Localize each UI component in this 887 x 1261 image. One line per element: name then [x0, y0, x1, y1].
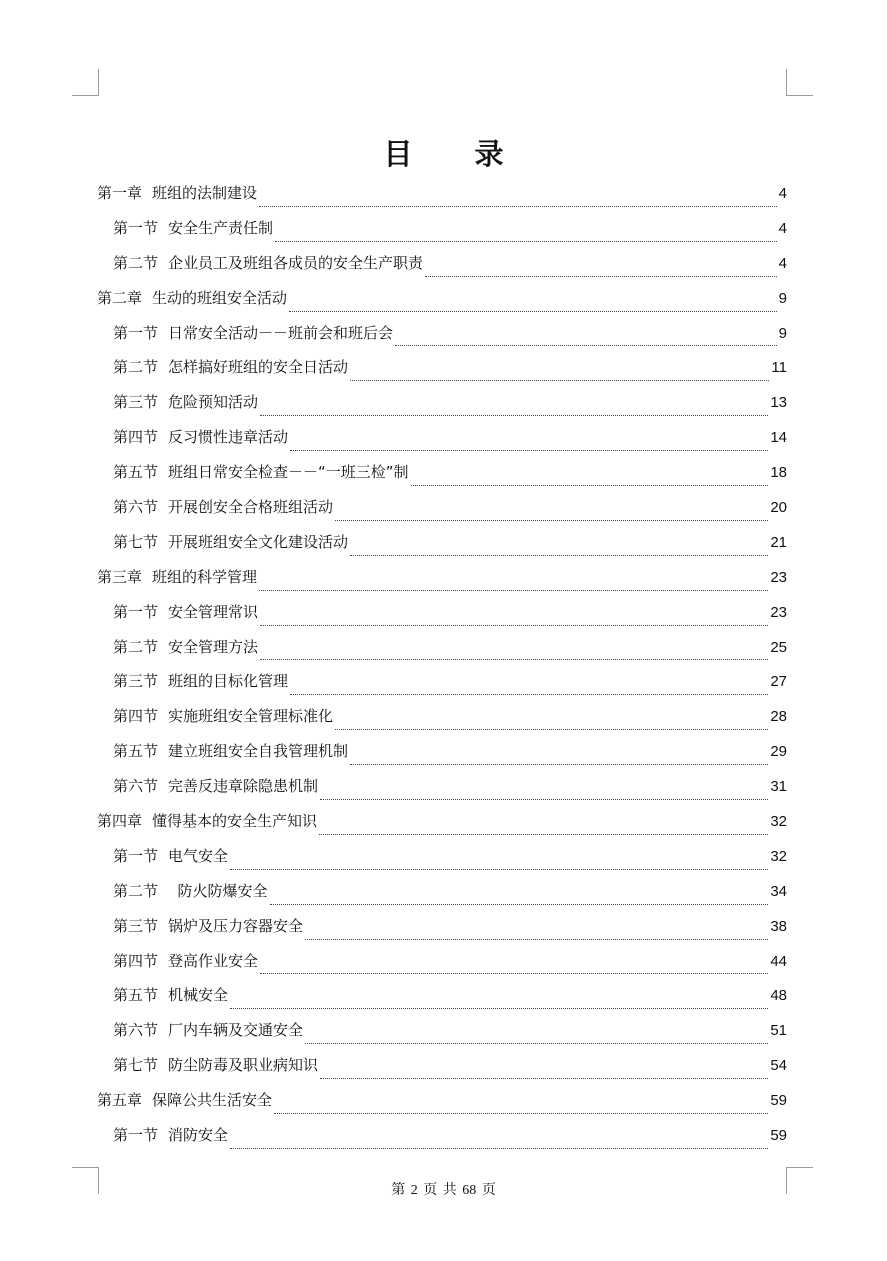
toc-chapter-entry[interactable] — [97, 804, 787, 839]
toc-entry-title: 安全管理常识 — [168, 602, 259, 621]
toc-dot-leader — [270, 903, 769, 905]
toc-entry-number: 第五节 — [113, 742, 159, 761]
toc-section-entry[interactable] — [97, 490, 787, 525]
toc-page-number: 59 — [770, 1127, 787, 1145]
toc-entry-title: 开展班组安全文化建设活动 — [168, 532, 349, 551]
toc-entry-title: 锅炉及压力容器安全 — [168, 916, 304, 935]
toc-page-number: 59 — [770, 1092, 787, 1110]
toc-section-entry[interactable] — [97, 909, 787, 944]
toc-page-number: 48 — [770, 987, 787, 1005]
toc-dot-leader — [259, 205, 777, 207]
toc-entry-number: 第一节 — [113, 218, 159, 237]
toc-dot-leader — [411, 484, 769, 486]
toc-section-entry[interactable] — [97, 595, 787, 630]
toc-entry-number: 第二章 — [97, 288, 143, 307]
page-footer: 第 2 页 共 68 页 — [391, 1183, 496, 1198]
toc-entry-number: 第五章 — [97, 1091, 143, 1110]
toc-entry-title: 安全生产责任制 — [168, 218, 274, 237]
toc-page-number: 51 — [770, 1022, 787, 1040]
toc-entry-number: 第一节 — [113, 602, 159, 621]
crop-mark-top-left — [72, 69, 99, 96]
toc-chapter-entry[interactable] — [97, 560, 787, 595]
toc-chapter-entry[interactable] — [97, 281, 787, 316]
toc-page-number: 13 — [770, 394, 787, 412]
table-of-contents — [97, 176, 787, 1153]
toc-page-number: 11 — [771, 359, 787, 377]
toc-dot-leader — [260, 624, 768, 626]
toc-section-entry[interactable] — [97, 839, 787, 874]
toc-entry-title: 消防安全 — [168, 1126, 229, 1145]
toc-entry-number: 第五节 — [113, 463, 159, 482]
toc-chapter-entry[interactable] — [97, 176, 787, 211]
toc-entry-title: 登高作业安全 — [168, 951, 259, 970]
toc-entry-title: 建立班组安全自我管理机制 — [168, 742, 349, 761]
toc-dot-leader — [289, 310, 777, 312]
toc-entry-title: 保障公共生活安全 — [152, 1091, 273, 1110]
toc-section-entry[interactable] — [97, 385, 787, 420]
toc-page-number: 38 — [770, 917, 787, 935]
toc-dot-leader — [260, 658, 768, 660]
toc-dot-leader — [259, 589, 768, 591]
toc-dot-leader — [260, 414, 768, 416]
toc-section-entry[interactable] — [97, 664, 787, 699]
toc-entry-number: 第七节 — [113, 532, 159, 551]
toc-entry-title: 生动的班组安全活动 — [152, 288, 288, 307]
toc-entry-title: 班组日常安全检查－－“一班三检”制 — [168, 463, 409, 482]
toc-entry-title: 企业员工及班组各成员的安全生产职责 — [168, 253, 424, 272]
toc-entry-number: 第二节 — [113, 253, 159, 272]
toc-dot-leader — [274, 1112, 768, 1114]
toc-dot-leader — [395, 344, 777, 346]
toc-page-number: 4 — [778, 185, 787, 202]
toc-dot-leader — [350, 379, 769, 381]
toc-page-number: 54 — [770, 1057, 787, 1075]
toc-entry-number: 第七节 — [113, 1056, 159, 1075]
toc-page-number: 20 — [770, 499, 787, 517]
toc-entry-title: 班组的目标化管理 — [168, 672, 289, 691]
toc-page-number: 18 — [770, 464, 787, 482]
toc-section-entry[interactable] — [97, 944, 787, 979]
toc-page-number: 4 — [778, 254, 787, 272]
toc-entry-number: 第一节 — [113, 1126, 159, 1145]
toc-section-entry[interactable] — [97, 1048, 787, 1083]
toc-dot-leader — [290, 449, 768, 451]
toc-entry-title: 机械安全 — [168, 986, 229, 1005]
toc-entry-number: 第三节 — [113, 393, 159, 412]
toc-page-number: 31 — [770, 778, 787, 796]
toc-entry-title: 懂得基本的安全生产知识 — [152, 812, 318, 831]
toc-entry-title: 开展创安全合格班组活动 — [168, 498, 334, 517]
toc-entry-number: 第三节 — [113, 916, 159, 935]
toc-section-entry[interactable] — [97, 769, 787, 804]
toc-dot-leader — [275, 240, 777, 242]
toc-title: 目 录 — [383, 137, 530, 171]
toc-entry-title: 安全管理方法 — [168, 637, 259, 656]
toc-entry-number: 第一节 — [113, 846, 159, 865]
toc-entry-title: 防火防爆安全 — [168, 881, 268, 900]
toc-entry-number: 第五节 — [113, 986, 159, 1005]
toc-page-number: 9 — [778, 324, 787, 342]
toc-dot-leader — [260, 972, 768, 974]
toc-entry-number: 第二节 — [113, 881, 159, 900]
toc-page-number: 29 — [770, 743, 787, 761]
toc-page-number: 32 — [770, 813, 787, 831]
toc-entry-number: 第一节 — [113, 323, 159, 342]
toc-dot-leader — [230, 868, 768, 870]
toc-dot-leader — [230, 1007, 768, 1009]
toc-entry-number: 第三章 — [97, 567, 143, 586]
toc-page-number: 23 — [770, 568, 787, 586]
toc-dot-leader — [350, 763, 768, 765]
toc-entry-number: 第三节 — [113, 672, 159, 691]
toc-section-entry[interactable] — [97, 211, 787, 246]
toc-chapter-entry[interactable] — [97, 1083, 787, 1118]
toc-section-entry[interactable] — [97, 455, 787, 490]
toc-page-number: 28 — [770, 708, 787, 726]
toc-entry-number: 第六节 — [113, 1021, 159, 1040]
toc-dot-leader — [305, 1042, 768, 1044]
toc-section-entry[interactable] — [97, 1118, 787, 1153]
toc-section-entry[interactable] — [97, 246, 787, 281]
toc-entry-title: 日常安全活动－－班前会和班后会 — [168, 323, 394, 342]
toc-page-number: 27 — [770, 673, 787, 691]
toc-section-entry[interactable] — [97, 630, 787, 665]
toc-entry-number: 第四节 — [113, 707, 159, 726]
toc-entry-title: 班组的科学管理 — [152, 567, 258, 586]
toc-entry-title: 怎样搞好班组的安全日活动 — [168, 358, 349, 377]
toc-entry-number: 第六节 — [113, 498, 159, 517]
toc-entry-number: 第二节 — [113, 358, 159, 377]
toc-section-entry[interactable] — [97, 316, 787, 351]
toc-section-entry[interactable] — [97, 350, 787, 385]
toc-dot-leader — [320, 798, 768, 800]
toc-entry-title: 完善反违章除隐患机制 — [168, 777, 319, 796]
toc-entry-title: 防尘防毒及职业病知识 — [168, 1056, 319, 1075]
toc-page-number: 23 — [770, 603, 787, 621]
toc-page-number: 34 — [770, 882, 787, 900]
toc-section-entry[interactable] — [97, 699, 787, 734]
toc-entry-number: 第二节 — [113, 637, 159, 656]
toc-page-number: 32 — [770, 847, 787, 865]
toc-dot-leader — [305, 938, 768, 940]
toc-entry-number: 第四节 — [113, 428, 159, 447]
toc-section-entry[interactable] — [97, 978, 787, 1013]
toc-entry-number: 第六节 — [113, 777, 159, 796]
toc-entry-number: 第四章 — [97, 812, 143, 831]
toc-section-entry[interactable] — [97, 420, 787, 455]
toc-entry-number: 第一章 — [97, 184, 143, 202]
toc-entry-title: 电气安全 — [168, 846, 229, 865]
toc-page-number: 44 — [770, 952, 787, 970]
toc-entry-title: 班组的法制建设 — [152, 184, 258, 202]
toc-page-number: 4 — [778, 219, 787, 237]
toc-page-number: 14 — [770, 429, 787, 447]
toc-entry-title: 危险预知活动 — [168, 393, 259, 412]
toc-section-entry[interactable] — [97, 734, 787, 769]
toc-dot-leader — [320, 1077, 768, 1079]
toc-dot-leader — [350, 554, 768, 556]
toc-dot-leader — [335, 519, 768, 521]
toc-entry-title: 实施班组安全管理标准化 — [168, 707, 334, 726]
toc-section-entry[interactable] — [97, 874, 787, 909]
toc-page-number: 9 — [778, 289, 787, 307]
toc-dot-leader — [319, 833, 768, 835]
toc-page-number: 25 — [770, 638, 787, 656]
toc-page-number: 21 — [770, 533, 787, 551]
toc-section-entry[interactable] — [97, 1013, 787, 1048]
toc-dot-leader — [290, 693, 768, 695]
toc-section-entry[interactable] — [97, 525, 787, 560]
crop-mark-top-right — [786, 69, 813, 96]
toc-dot-leader — [230, 1147, 768, 1149]
toc-entry-title: 反习惯性违章活动 — [168, 428, 289, 447]
toc-dot-leader — [335, 728, 768, 730]
toc-entry-number: 第四节 — [113, 951, 159, 970]
toc-dot-leader — [425, 275, 777, 277]
toc-entry-title: 厂内车辆及交通安全 — [168, 1021, 304, 1040]
